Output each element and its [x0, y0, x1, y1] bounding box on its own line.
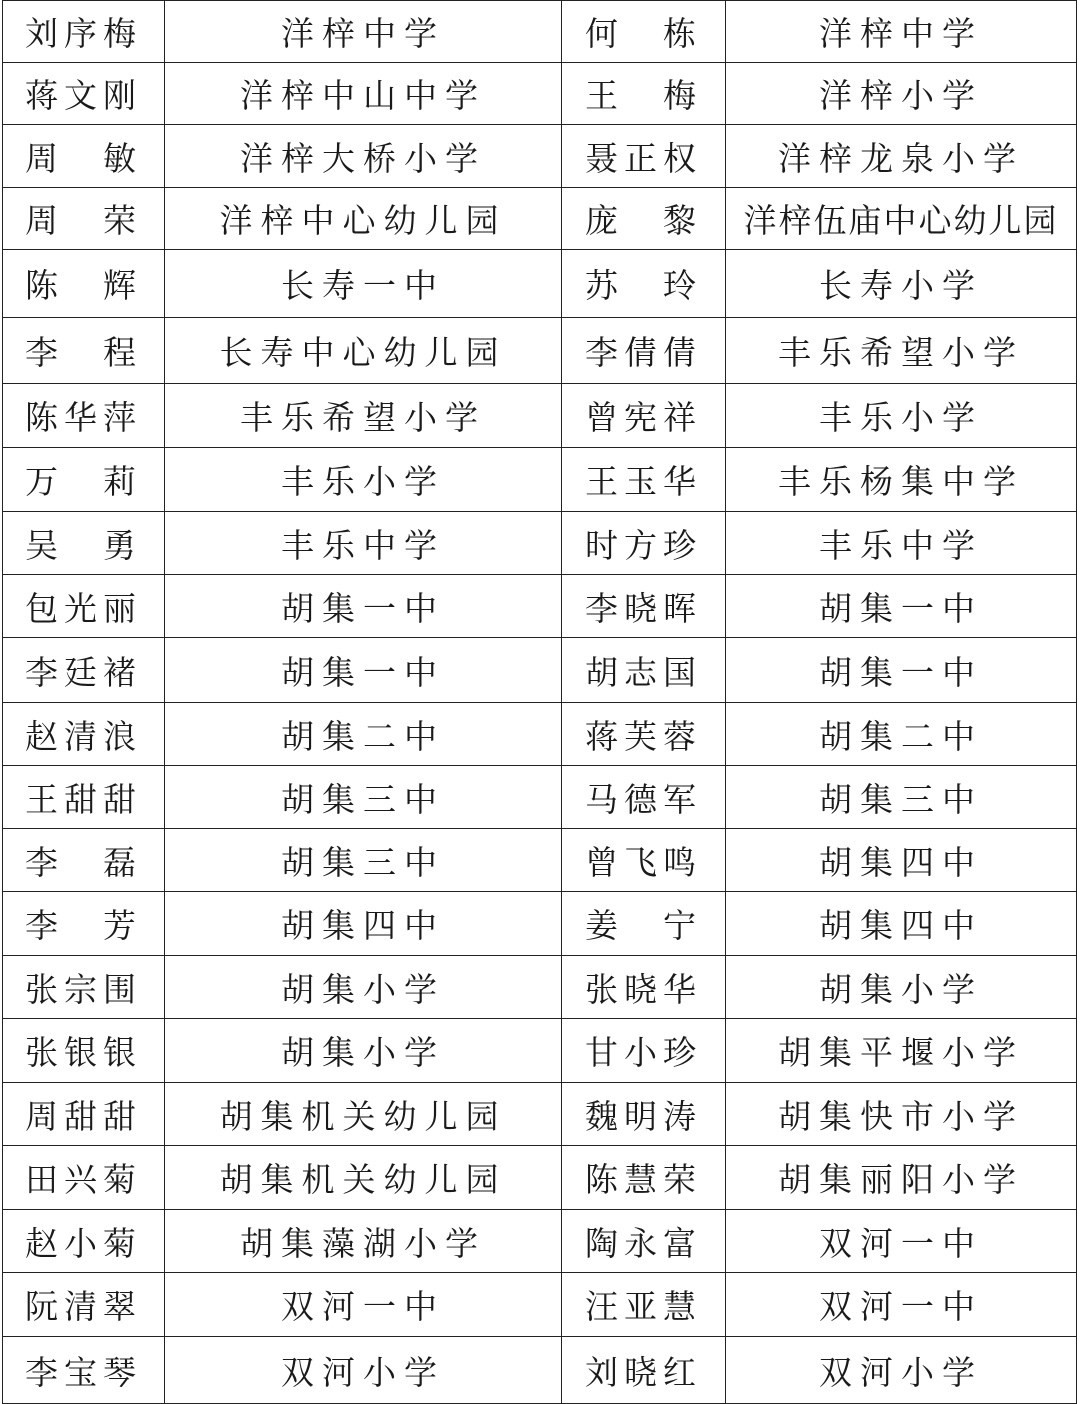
right-person-name: 马德军 [562, 766, 726, 829]
right-school-name: 胡集一中 [726, 638, 1077, 703]
table-row [3, 638, 1077, 703]
right-school-name: 胡集二中 [726, 703, 1077, 766]
right-person-name: 胡志国 [562, 638, 726, 703]
table-row [3, 575, 1077, 638]
right-person-name: 魏明涛 [562, 1083, 726, 1146]
table-row [3, 1146, 1077, 1210]
left-school-name: 双河小学 [165, 1337, 562, 1404]
left-person-name: 李 芳 [3, 892, 165, 956]
right-person-name: 曾飞鸣 [562, 829, 726, 892]
left-person-name: 王甜甜 [3, 766, 165, 829]
left-school-name: 长寿一中 [165, 250, 562, 318]
left-person-name: 李宝琴 [3, 1337, 165, 1404]
left-school-name: 胡集三中 [165, 766, 562, 829]
table-row [3, 512, 1077, 575]
table-row [3, 1019, 1077, 1083]
right-person-name: 甘小珍 [562, 1019, 726, 1083]
right-person-name: 汪亚慧 [562, 1273, 726, 1337]
left-school-name: 胡集四中 [165, 892, 562, 956]
left-person-name: 万 莉 [3, 448, 165, 512]
left-person-name: 田兴菊 [3, 1146, 165, 1210]
left-school-name: 胡集二中 [165, 703, 562, 766]
right-school-name: 长寿小学 [726, 250, 1077, 318]
table-row [3, 63, 1077, 125]
right-person-name: 刘晓红 [562, 1337, 726, 1404]
table-row [3, 448, 1077, 512]
right-school-name: 丰乐中学 [726, 512, 1077, 575]
left-person-name: 吴 勇 [3, 512, 165, 575]
table-row [3, 766, 1077, 829]
right-school-name: 丰乐小学 [726, 384, 1077, 448]
table-row [3, 384, 1077, 448]
right-person-name: 王玉华 [562, 448, 726, 512]
right-school-name: 胡集四中 [726, 829, 1077, 892]
left-school-name: 洋梓中心幼儿园 [165, 188, 562, 250]
left-school-name: 长寿中心幼儿园 [165, 318, 562, 384]
left-person-name: 蒋文刚 [3, 63, 165, 125]
right-school-name: 双河小学 [726, 1337, 1077, 1404]
right-person-name: 庞 黎 [562, 188, 726, 250]
left-person-name: 李 程 [3, 318, 165, 384]
right-person-name: 王 梅 [562, 63, 726, 125]
right-person-name: 陶永富 [562, 1210, 726, 1273]
left-person-name: 陈 辉 [3, 250, 165, 318]
right-school-name: 胡集平堰小学 [726, 1019, 1077, 1083]
left-person-name: 周 敏 [3, 125, 165, 188]
roster-body [3, 1, 1077, 1404]
right-school-name: 丰乐杨集中学 [726, 448, 1077, 512]
left-school-name: 胡集小学 [165, 956, 562, 1019]
table-row [3, 1, 1077, 63]
left-school-name: 胡集小学 [165, 1019, 562, 1083]
right-person-name: 苏 玲 [562, 250, 726, 318]
table-row [3, 318, 1077, 384]
right-person-name: 张晓华 [562, 956, 726, 1019]
table-row [3, 829, 1077, 892]
right-person-name: 李倩倩 [562, 318, 726, 384]
left-school-name: 胡集机关幼儿园 [165, 1146, 562, 1210]
left-school-name: 胡集三中 [165, 829, 562, 892]
right-school-name: 胡集快市小学 [726, 1083, 1077, 1146]
left-school-name: 胡集一中 [165, 575, 562, 638]
right-school-name: 双河一中 [726, 1273, 1077, 1337]
right-person-name: 姜 宁 [562, 892, 726, 956]
right-person-name: 李晓晖 [562, 575, 726, 638]
table-row [3, 250, 1077, 318]
left-school-name: 洋梓中学 [165, 1, 562, 63]
right-person-name: 何 栋 [562, 1, 726, 63]
right-school-name: 洋梓中学 [726, 1, 1077, 63]
table-row [3, 892, 1077, 956]
right-person-name: 蒋芙蓉 [562, 703, 726, 766]
right-school-name: 胡集小学 [726, 956, 1077, 1019]
left-person-name: 陈华萍 [3, 384, 165, 448]
table-row [3, 1083, 1077, 1146]
table-row [3, 1337, 1077, 1404]
left-school-name: 丰乐希望小学 [165, 384, 562, 448]
left-person-name: 周 荣 [3, 188, 165, 250]
left-school-name: 丰乐中学 [165, 512, 562, 575]
table-row [3, 188, 1077, 250]
left-person-name: 刘序梅 [3, 1, 165, 63]
right-school-name: 洋梓小学 [726, 63, 1077, 125]
left-person-name: 张宗围 [3, 956, 165, 1019]
left-person-name: 包光丽 [3, 575, 165, 638]
left-school-name: 胡集藻湖小学 [165, 1210, 562, 1273]
right-school-name: 胡集三中 [726, 766, 1077, 829]
left-school-name: 洋梓中山中学 [165, 63, 562, 125]
table-row [3, 1273, 1077, 1337]
right-person-name: 聂正权 [562, 125, 726, 188]
left-person-name: 赵清浪 [3, 703, 165, 766]
right-person-name: 陈慧荣 [562, 1146, 726, 1210]
right-person-name: 时方珍 [562, 512, 726, 575]
table-row [3, 956, 1077, 1019]
left-person-name: 李 磊 [3, 829, 165, 892]
left-school-name: 胡集机关幼儿园 [165, 1083, 562, 1146]
left-person-name: 赵小菊 [3, 1210, 165, 1273]
left-school-name: 洋梓大桥小学 [165, 125, 562, 188]
table-row [3, 1210, 1077, 1273]
right-school-name: 胡集丽阳小学 [726, 1146, 1077, 1210]
left-school-name: 胡集一中 [165, 638, 562, 703]
right-school-name: 双河一中 [726, 1210, 1077, 1273]
right-school-name: 洋梓伍庙中心幼儿园 [726, 188, 1077, 250]
left-person-name: 阮清翠 [3, 1273, 165, 1337]
table-row [3, 703, 1077, 766]
right-person-name: 曾宪祥 [562, 384, 726, 448]
left-school-name: 丰乐小学 [165, 448, 562, 512]
right-school-name: 丰乐希望小学 [726, 318, 1077, 384]
roster-table [2, 0, 1077, 1404]
right-school-name: 洋梓龙泉小学 [726, 125, 1077, 188]
right-school-name: 胡集一中 [726, 575, 1077, 638]
table-row [3, 125, 1077, 188]
left-person-name: 李廷褚 [3, 638, 165, 703]
left-person-name: 周甜甜 [3, 1083, 165, 1146]
left-school-name: 双河一中 [165, 1273, 562, 1337]
left-person-name: 张银银 [3, 1019, 165, 1083]
right-school-name: 胡集四中 [726, 892, 1077, 956]
